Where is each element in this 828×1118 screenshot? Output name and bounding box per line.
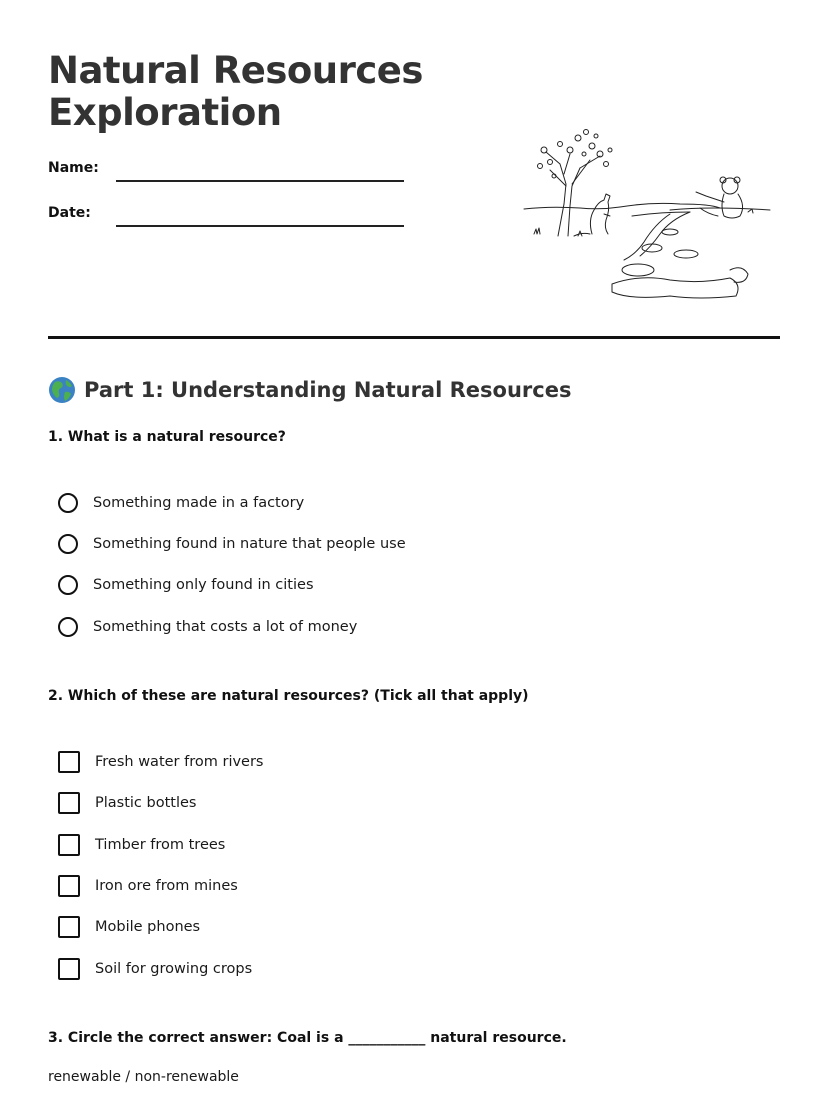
worksheet-title bbox=[48, 50, 423, 134]
checkbox[interactable] bbox=[58, 792, 80, 814]
checkbox[interactable] bbox=[58, 834, 80, 856]
question-1: 1. What is a natural resource? bbox=[48, 429, 286, 445]
name-label: Name: bbox=[48, 160, 99, 176]
checkbox[interactable] bbox=[58, 875, 80, 897]
q2-option-2[interactable] bbox=[58, 790, 196, 816]
checkbox[interactable] bbox=[58, 958, 80, 980]
section-divider bbox=[48, 336, 780, 339]
checkbox[interactable] bbox=[58, 751, 80, 773]
q3-answer-choices[interactable]: renewable / non-renewable bbox=[48, 1069, 239, 1085]
globe-icon bbox=[48, 376, 76, 404]
q1-option-1[interactable] bbox=[58, 490, 304, 516]
section-1-title: Part 1: Understanding Natural Resources bbox=[84, 378, 572, 402]
question-2: 2. Which of these are natural resources? (Tick all that apply) bbox=[48, 688, 529, 704]
nature-scene-illustration bbox=[520, 124, 776, 304]
date-field[interactable] bbox=[48, 205, 408, 235]
q2-option-label: Soil for growing crops bbox=[95, 961, 253, 977]
radio-button[interactable] bbox=[58, 493, 78, 513]
checkbox[interactable] bbox=[58, 916, 80, 938]
title-line-1: Natural Resources bbox=[48, 49, 423, 92]
radio-button[interactable] bbox=[58, 575, 78, 595]
q2-option-label: Plastic bottles bbox=[95, 795, 197, 811]
q2-option-label: Iron ore from mines bbox=[95, 878, 238, 894]
name-line[interactable] bbox=[116, 180, 404, 182]
worksheet-page bbox=[48, 0, 780, 1118]
section-1-header bbox=[48, 374, 571, 406]
q1-option-label: Something found in nature that people use bbox=[93, 536, 406, 552]
q1-option-label: Something made in a factory bbox=[93, 495, 305, 511]
q1-option-label: Something that costs a lot of money bbox=[93, 619, 358, 635]
title-line-2: Exploration bbox=[48, 91, 282, 134]
question-3: 3. Circle the correct answer: Coal is a ___________ natural resource. bbox=[48, 1030, 567, 1046]
date-label: Date: bbox=[48, 205, 91, 221]
q2-option-4[interactable] bbox=[58, 873, 238, 899]
q1-option-4[interactable] bbox=[58, 614, 357, 640]
q2-option-6[interactable] bbox=[58, 956, 252, 982]
radio-button[interactable] bbox=[58, 534, 78, 554]
q1-option-label: Something only found in cities bbox=[93, 577, 314, 593]
q1-option-2[interactable] bbox=[58, 531, 406, 557]
q2-option-label: Mobile phones bbox=[95, 919, 201, 935]
q2-option-5[interactable] bbox=[58, 914, 200, 940]
q2-option-label: Fresh water from rivers bbox=[95, 754, 264, 770]
radio-button[interactable] bbox=[58, 617, 78, 637]
q2-option-label: Timber from trees bbox=[95, 837, 226, 853]
date-line[interactable] bbox=[116, 225, 404, 227]
q1-option-3[interactable] bbox=[58, 572, 314, 598]
name-field[interactable] bbox=[48, 160, 408, 190]
q2-option-3[interactable] bbox=[58, 832, 225, 858]
q2-option-1[interactable] bbox=[58, 749, 264, 775]
